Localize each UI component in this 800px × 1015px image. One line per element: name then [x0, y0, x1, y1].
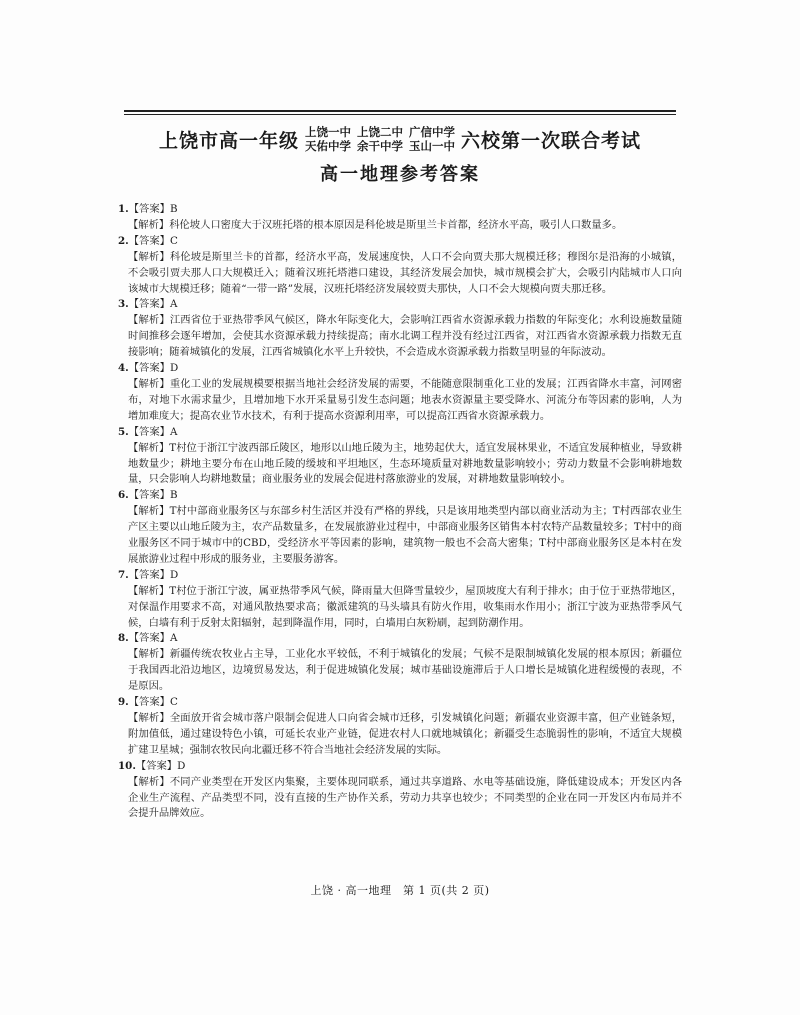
analysis-tag: 【解析】: [128, 250, 170, 263]
analysis-body: T村中部商业服务区与东部乡村生活区并没有严格的界线，只是该用地类型内部以商业活动为主；T村西部农业生产区主要以山地丘陵为主，农产品数量多，在发展旅游业过程中，中部商业服务区销售本村农特产品数量较多；T村中的商业服务区不同于城市中的CBD，受经济水平等因素的影响，建筑物一般也不会高大密集；T村中部商业服务区是本村在发展旅游业过程中形成的服务业，主要服务游客。: [128, 505, 683, 565]
exam-header: [0, 122, 800, 156]
answer-value: B: [169, 203, 178, 215]
analysis-tag: 【解析】: [128, 505, 170, 518]
school-name: 广信中学: [409, 125, 455, 139]
analysis-body: T村位于浙江宁波西部丘陵区，地形以山地丘陵为主，地势起伏大，适宜发展林果业，不适宜发展种植业，导致耕地数量少；耕地主要分布在山地丘陵的缓坡和平坦地区，生态环境质量对耕地数量影响较小；劳动力数量不会影响耕地数量，只会影响人均耕地数量；商业服务业的发展会促进村落旅游业的发展，对耕地数量影响较小。: [128, 441, 682, 486]
answer-item: [118, 202, 682, 234]
school-name: 上饶一中: [305, 125, 351, 139]
answer-tag: 【答案】: [128, 568, 170, 581]
analysis-tag: 【解析】: [128, 584, 170, 597]
answer-line: [118, 297, 682, 313]
answer-tag: 【答案】: [128, 489, 170, 502]
answer-item: [118, 425, 682, 489]
question-number: 6.: [118, 489, 129, 502]
analysis-body: 不同产业类型在开发区内集聚，主要体现同联系，通过共享道路、水电等基础设施，降低建设成本；开发区内各企业生产流程、产品类型不同，没有直接的生产协作关系，劳动力共享也较少；不同类型的企业在同一开发区内布局并不会提升品牌效应。: [128, 775, 683, 820]
question-number: 7.: [118, 568, 129, 581]
question-number: 8.: [118, 632, 129, 645]
question-number: 1.: [118, 203, 129, 215]
answer-line: [118, 695, 682, 711]
analysis-tag: 【解析】: [128, 441, 170, 454]
answer-line: [118, 361, 682, 377]
school-name: 天佑中学: [305, 139, 351, 153]
answer-value: C: [169, 696, 178, 709]
header-exam-name: 六校第一次联合考试: [461, 129, 642, 152]
school-name: 余干中学: [357, 139, 403, 153]
analysis-body: 科伦坡是斯里兰卡的首都，经济水平高，发展速度快，人口不会向贾夫那大规模迁移；穆图尔是沿海的小城镇，不会吸引贾夫那人口大规模迁入；随着汉班托塔港口建设，其经济发展会加快，城市规模会扩大，会吸引内陆城市人口向该城市大规模迁移；随着“一带一路”发展，汉班托塔经济发展较贾夫那快，人口不会大规模向贾夫那迁移。: [128, 250, 683, 295]
analysis-tag: 【解析】: [128, 377, 170, 390]
answer-tag: 【答案】: [128, 298, 170, 311]
answer-item: [118, 695, 682, 759]
answer-item: [118, 759, 682, 823]
analysis-body: 科伦坡人口密度大于汉班托塔的根本原因是科伦坡是斯里兰卡首都，经济水平高，吸引人口数量多。: [169, 218, 623, 231]
analysis-tag: 【解析】: [128, 314, 170, 327]
analysis-text: [118, 313, 682, 361]
answer-tag: 【答案】: [128, 362, 170, 375]
analysis-body: 全面放开省会城市落户限制会促进人口向省会城市迁移，引发城镇化问题；新疆农业资源丰富，但产业链条短，附加值低，通过建设特色小镇，可延长农业产业链，促进农村人口就地城镇化；新疆受生态脆弱性的影响，不适宜大规模扩建卫星城；强制农牧民向北疆迁移不符合当地社会经济发展的实际。: [128, 712, 683, 756]
analysis-tag: 【解析】: [128, 712, 170, 724]
answer-line: [118, 488, 682, 504]
answer-line: [118, 568, 682, 584]
analysis-text: [118, 647, 682, 695]
answer-tag: 【答案】: [128, 696, 170, 709]
answer-value: A: [169, 425, 178, 438]
question-number: 4.: [118, 362, 129, 375]
answer-line: [118, 425, 682, 441]
answer-tag: 【答案】: [128, 203, 170, 215]
analysis-tag: 【解析】: [128, 218, 170, 231]
analysis-text: [118, 218, 682, 234]
page-footer: 上饶 · 高一地理 第 1 页(共 2 页): [310, 884, 490, 897]
analysis-text: [118, 250, 682, 298]
analysis-text: [118, 584, 682, 632]
answer-line: [118, 234, 682, 250]
analysis-body: 重化工业的发展规模要根据当地社会经济发展的需要，不能随意限制重化工业的发展；江西省降水丰富，河网密布，对地下水需求量少，且增加地下水开采量易引发生态问题；地表水资源量主要受降水、河流分布等因素的影响，人为增加难度大；提高农业节水技术，有利于提高水资源利用率，可以提高江西省水资源承载力。: [128, 377, 683, 422]
question-number: 5.: [118, 425, 129, 438]
analysis-tag: 【解析】: [128, 648, 170, 661]
answer-item: [118, 361, 682, 425]
answer-line: [118, 631, 682, 647]
analysis-text: [118, 711, 682, 759]
answer-value: C: [169, 234, 178, 247]
answer-value: D: [177, 759, 186, 772]
analysis-body: T村位于浙江宁波，属亚热带季风气候，降雨量大但降雪量较少，屋顶坡度大有利于排水；由于位于亚热带地区，对保温作用要求不高，对通风散热要求高；徽派建筑的马头墙具有防火作用，收集雨水作用小；浙江宁波为亚热带季风气候，白墙有利于反射太阳辐射，起到降温作用，同时，白墙用白灰粉刷，起到防潮作用。: [128, 584, 682, 629]
question-number: 2.: [118, 234, 129, 247]
answer-tag: 【答案】: [135, 759, 178, 772]
analysis-text: [118, 377, 682, 425]
answer-item: [118, 488, 682, 568]
answer-tag: 【答案】: [128, 425, 170, 438]
analysis-text: [118, 441, 682, 489]
answer-tag: 【答案】: [128, 234, 170, 247]
answer-value: A: [169, 632, 178, 645]
answer-value: B: [169, 489, 178, 502]
header-rule-thin: [124, 114, 676, 115]
answer-item: [118, 297, 682, 361]
answer-value: D: [169, 362, 179, 375]
document-subtitle: 高一地理参考答案: [320, 164, 480, 185]
answer-value: D: [169, 568, 179, 581]
analysis-tag: 【解析】: [128, 775, 170, 788]
header-city-grade: 上饶市高一年级: [158, 129, 299, 152]
analysis-text: [118, 504, 682, 568]
header-rule-thick: [124, 110, 676, 112]
question-number: 3.: [118, 298, 129, 311]
school-name: 上饶二中: [357, 125, 403, 139]
answer-item: [118, 631, 682, 695]
question-number: 9.: [118, 696, 129, 709]
answer-line: [118, 759, 682, 775]
analysis-body: 新疆传统农牧业占主导，工业化水平较低，不利于城镇化的发展；气候不是限制城镇化发展的根本原因；新疆位于我国西北沿边地区，边境贸易发达，利于促进城镇化发展；城市基础设施滞后于人口增长是城镇化进程缓慢的表现，不是原因。: [128, 648, 683, 693]
answer-list: [118, 202, 682, 822]
answer-item: [118, 568, 682, 632]
answer-value: A: [169, 298, 178, 311]
answer-item: [118, 234, 682, 298]
question-number: 10.: [118, 759, 136, 772]
answer-tag: 【答案】: [128, 632, 170, 645]
analysis-body: 江西省位于亚热带季风气候区，降水年际变化大，会影响江西省水资源承载力指数的年际变化；水利设施数量随时间推移会逐年增加，会使其水资源承载力持续提高；南水北调工程并没有经过江西省，对江西省水资源承载力指数无直接影响；随着城镇化的发展，江西省城镇化水平上升较快，不会造成水资源承载力指数呈明显的年际波动。: [128, 314, 683, 359]
school-list: [305, 125, 455, 153]
analysis-text: [118, 775, 682, 823]
answer-line: [118, 202, 682, 218]
school-name: 玉山一中: [409, 139, 455, 153]
